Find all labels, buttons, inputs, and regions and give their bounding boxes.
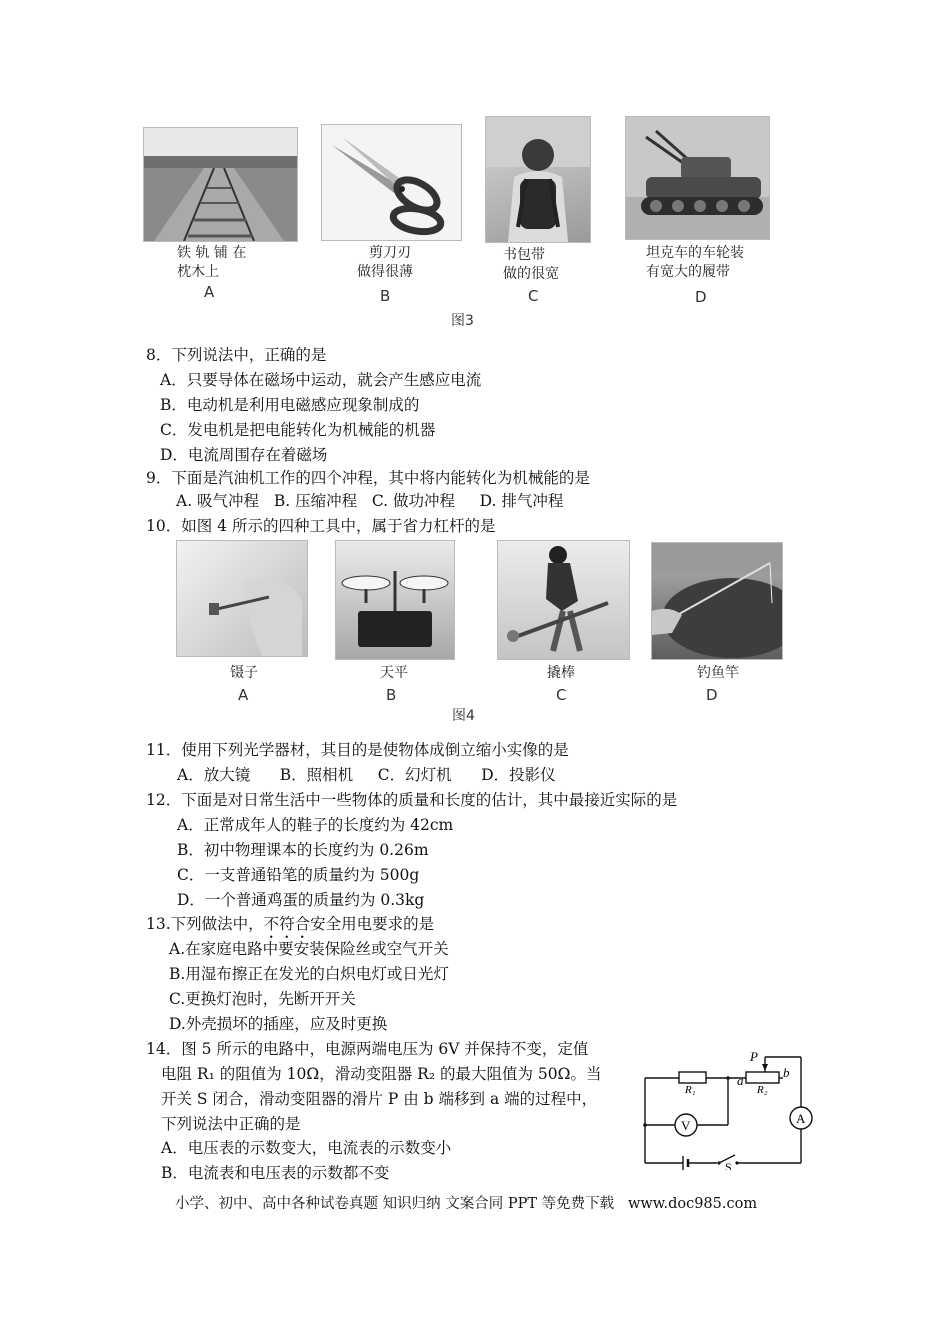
crowbar-icon xyxy=(498,541,629,659)
page-footer: 小学、初中、高中各种试卷真题 知识归纳 文案合同 PPT 等免费下载 www.doc985.com xyxy=(175,1196,758,1212)
label-b-end: b xyxy=(783,1065,790,1080)
label-r2: R₂ xyxy=(757,1084,768,1096)
figure-3-caption: 图3 xyxy=(451,313,474,329)
fishing-rod-icon xyxy=(652,543,782,659)
q14-line-1: 14．图 5 所示的电路中，电源两端电压为 6V 并保持不变，定值 xyxy=(146,1040,589,1058)
backpack-icon xyxy=(486,117,590,242)
schoolbag-photo xyxy=(485,116,591,243)
fig3-letter-b: B xyxy=(380,287,391,305)
railway-photo xyxy=(143,127,298,242)
tweezers-icon xyxy=(177,541,307,656)
balance-scale-icon xyxy=(336,541,454,659)
fig3-label-c: 书包带 做的很宽 xyxy=(503,247,559,282)
q13-option-c: C.更换灯泡时，先断开开关 xyxy=(169,990,356,1008)
q8-option-a: A．只要导体在磁场中运动，就会产生感应电流 xyxy=(160,371,482,389)
tweezers-photo xyxy=(176,540,308,657)
label-v: V xyxy=(681,1118,691,1133)
fig4-label-c: 撬棒 xyxy=(547,665,575,681)
fig3-letter-d: D xyxy=(695,288,707,306)
label-a-end: a xyxy=(737,1073,744,1088)
tank-icon xyxy=(626,117,769,239)
q9-stem: 9．下面是汽油机工作的四个冲程，其中将内能转化为机械能的是 xyxy=(146,469,590,487)
scissors-icon xyxy=(322,125,461,240)
scissors-photo xyxy=(321,124,462,241)
fishing-rod-photo xyxy=(651,542,783,660)
q8-stem: 8．下列说法中，正确的是 xyxy=(146,346,327,364)
q12-stem: 12．下面是对日常生活中一些物体的质量和长度的估计，其中最接近实际的是 xyxy=(146,791,678,809)
q12-option-a: A．正常成年人的鞋子的长度约为 42cm xyxy=(177,816,454,834)
fig4-letter-d: D xyxy=(706,686,718,704)
q14-line-2: 电阻 R₁ 的阻值为 10Ω，滑动变阻器 R₂ 的最大阻值为 50Ω。当 xyxy=(161,1065,602,1083)
fig4-label-d: 钓鱼竿 xyxy=(697,665,739,681)
label-s: S xyxy=(725,1160,732,1170)
label-p: P xyxy=(750,1049,758,1064)
fig3-label-d: 坦克车的车轮装 有宽大的履带 xyxy=(646,245,744,280)
circuit-diagram xyxy=(635,1045,825,1170)
fig3-label-b: 剪刀刃 做得很薄 xyxy=(357,245,413,280)
fig4-letter-c: C xyxy=(556,686,567,704)
q11-options: A．放大镜 B．照相机 C．幻灯机 D．投影仪 xyxy=(177,766,556,784)
railway-icon xyxy=(144,128,297,241)
q11-stem: 11．使用下列光学器材，其目的是使物体成倒立缩小实像的是 xyxy=(146,741,569,759)
q14-option-a: A．电压表的示数变大，电流表的示数变小 xyxy=(161,1139,452,1157)
q13-option-a: A.在家庭电路中要安装保险丝或空气开关 xyxy=(169,940,449,958)
label-ammeter: A xyxy=(796,1111,806,1126)
balance-photo xyxy=(335,540,455,660)
fig3-letter-a: A xyxy=(204,283,215,301)
q12-option-c: C．一支普通铅笔的质量约为 500g xyxy=(177,866,420,884)
fig4-letter-a: A xyxy=(238,686,249,704)
label-r1: R₁ xyxy=(685,1084,696,1096)
q13-option-d: D.外壳损坏的插座，应及时更换 xyxy=(169,1015,388,1033)
crowbar-photo xyxy=(497,540,630,660)
q14-option-b: B．电流表和电压表的示数都不变 xyxy=(161,1164,390,1182)
q8-option-c: C．发电机是把电能转化为机械能的机器 xyxy=(160,421,436,439)
fig4-letter-b: B xyxy=(386,686,397,704)
figure-4-caption: 图4 xyxy=(452,708,475,724)
q10-stem: 10．如图 4 所示的四种工具中，属于省力杠杆的是 xyxy=(146,517,496,535)
resistor-r1 xyxy=(679,1072,706,1083)
q8-option-b: B．电动机是利用电磁感应现象制成的 xyxy=(160,396,420,414)
fig4-label-a: 镊子 xyxy=(230,665,258,681)
q13-emphasis: 不符合 xyxy=(263,915,311,933)
q13-option-b: B.用湿布擦正在发光的白炽电灯或日光灯 xyxy=(169,965,449,983)
q14-line-3: 开关 S 闭合，滑动变阻器的滑片 P 由 b 端移到 a 端的过程中， xyxy=(161,1090,598,1108)
q9-options: A. 吸气冲程 B. 压缩冲程 C. 做功冲程 D. 排气冲程 xyxy=(176,492,564,510)
fig4-label-b: 天平 xyxy=(380,665,408,681)
fig3-label-a: 铁 轨 铺 在 枕木上 xyxy=(177,245,247,280)
q8-option-d: D．电流周围存在着磁场 xyxy=(160,446,328,464)
q14-line-4: 下列说法中正确的是 xyxy=(161,1115,301,1133)
rheostat-r2 xyxy=(746,1072,779,1083)
tank-photo xyxy=(625,116,770,240)
q12-option-b: B．初中物理课本的长度约为 0.26m xyxy=(177,841,429,859)
q13-stem: 13.下列做法中，不符合安全用电要求的是 xyxy=(146,915,435,933)
q12-option-d: D．一个普通鸡蛋的质量约为 0.3kg xyxy=(177,891,425,909)
fig3-letter-c: C xyxy=(528,287,539,305)
